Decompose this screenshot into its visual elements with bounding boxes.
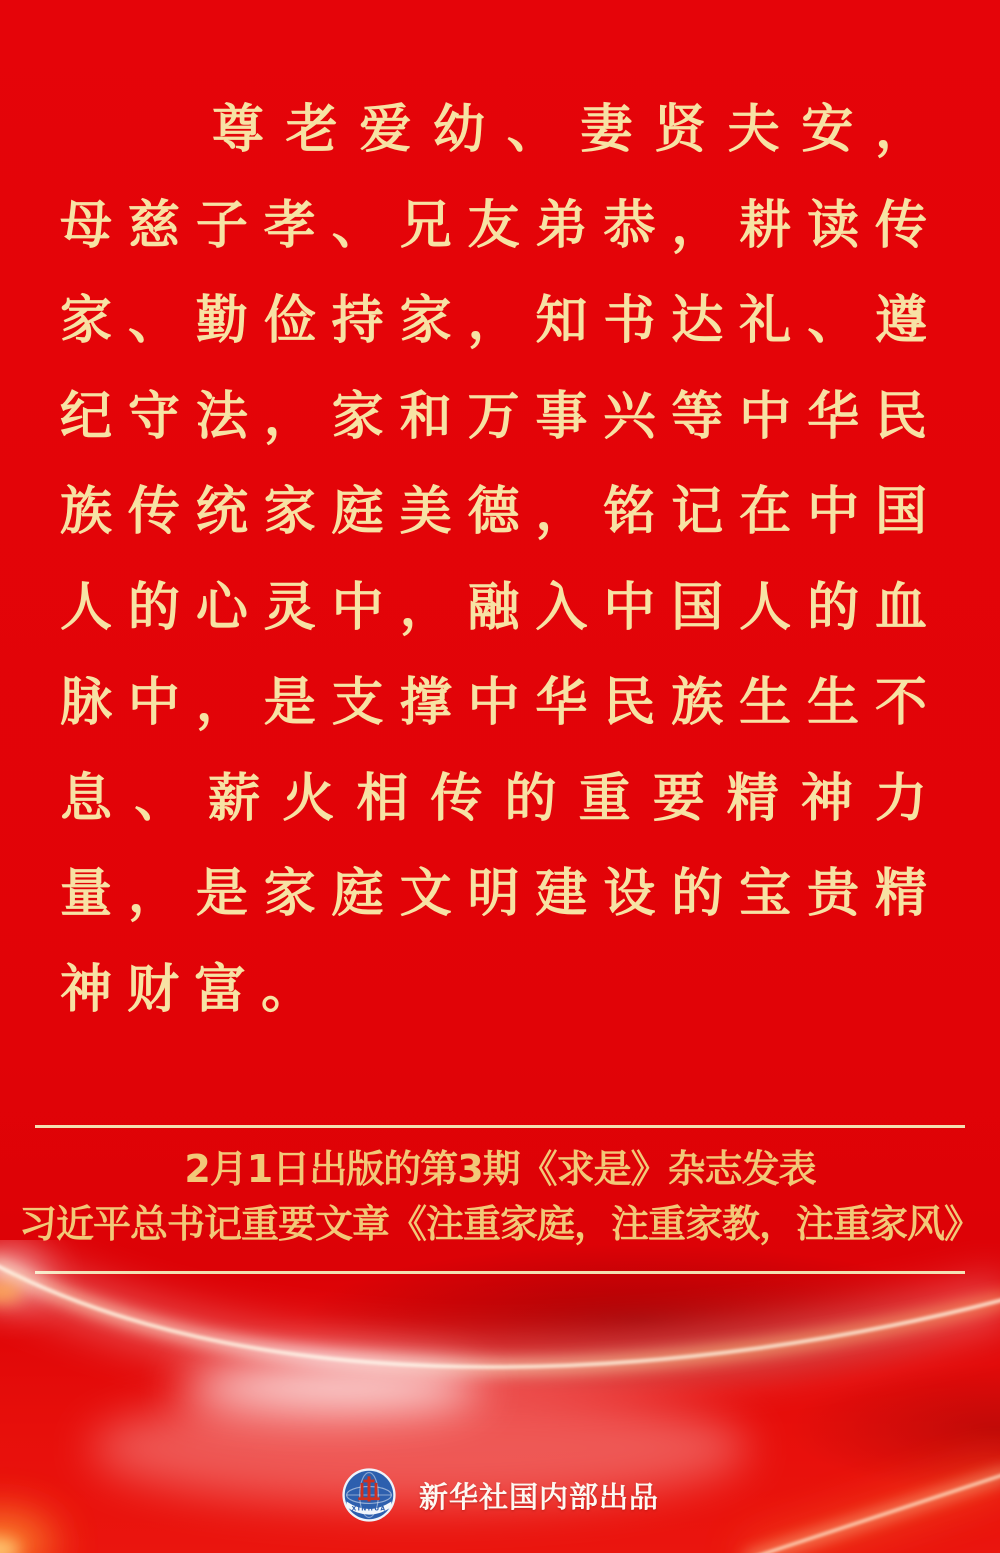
caption [0,1142,1000,1252]
divider-top [35,1125,965,1128]
footer-credit: 新华社国内部出品 [418,1479,659,1514]
xinhua-logo-icon [341,1467,397,1523]
caption-line-2: 习近平总书记重要文章《注重家庭，注重家教，注重家风》 [18,1202,981,1246]
xinhua-logo-label: XINHUA [351,1505,387,1513]
divider-bottom [35,1271,965,1274]
article-excerpt: 尊老爱幼、妻贤夫安，母慈子孝、兄友弟恭，耕读传家、勤俭持家，知书达礼、遵纪守法，家和万事兴等中华民族传统家庭美德，铭记在中国人的心灵中，融入中国人的血脉中，是支撑中华民族生生不息、薪火相传的重要精神力量，是家庭文明建设的宝贵精神财富。 [60,99,942,1020]
footer [0,1466,1000,1524]
caption-line-1: 2月1日出版的第3期《求是》杂志发表 [184,1147,816,1191]
